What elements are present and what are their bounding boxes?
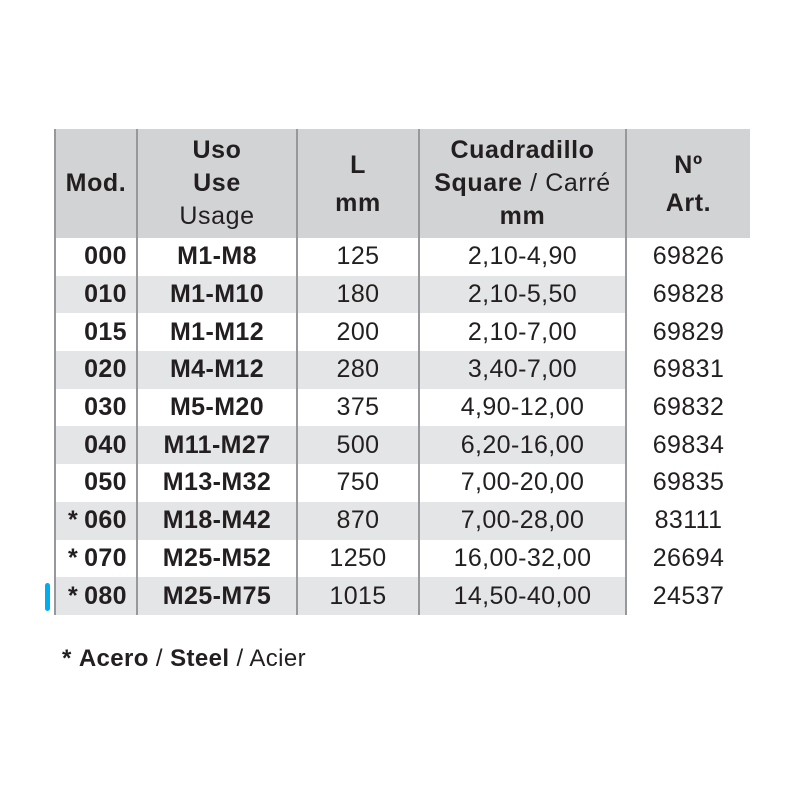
- cell-length: 1250: [298, 540, 420, 578]
- table-header-row: [56, 129, 750, 238]
- table-row: [56, 502, 750, 540]
- cell-length: 500: [298, 426, 420, 464]
- footnote-steel-fr: Acier: [249, 645, 307, 672]
- table-row: [56, 238, 750, 276]
- steel-asterisk: *: [67, 581, 79, 610]
- cell-mod: * 070: [56, 540, 138, 578]
- cell-mod: 015: [56, 313, 138, 351]
- cell-square: 14,50-40,00: [420, 577, 627, 615]
- table-row: [56, 276, 750, 314]
- cell-mod: 000: [56, 238, 138, 276]
- header-uso-es: Uso: [192, 136, 242, 164]
- cell-art-no: 69826: [627, 238, 750, 276]
- cell-uso: M4-M12: [138, 351, 298, 389]
- cell-length: 870: [298, 502, 420, 540]
- cell-square: 7,00-20,00: [420, 464, 627, 502]
- cell-art-no: 69828: [627, 276, 750, 314]
- header-square: [420, 129, 627, 238]
- table-row: [56, 464, 750, 502]
- cell-mod: 020: [56, 351, 138, 389]
- header-art-no: [627, 129, 750, 238]
- cell-mod: 040: [56, 426, 138, 464]
- footnote: * Acero / Steel / Acier: [62, 645, 307, 672]
- cell-art-no: 26694: [627, 540, 750, 578]
- header-mod-label: Mod.: [65, 169, 127, 197]
- cell-uso: M1-M12: [138, 313, 298, 351]
- cell-mod: 050: [56, 464, 138, 502]
- table-row: [56, 577, 750, 615]
- cell-uso: M13-M32: [138, 464, 298, 502]
- table-row: [56, 313, 750, 351]
- header-length: [298, 129, 420, 238]
- cell-art-no: 69834: [627, 426, 750, 464]
- cell-square: 16,00-32,00: [420, 540, 627, 578]
- cell-art-no: 69835: [627, 464, 750, 502]
- cell-square: 2,10-5,50: [420, 276, 627, 314]
- cell-mod: * 060: [56, 502, 138, 540]
- cell-square: 2,10-7,00: [420, 313, 627, 351]
- cell-art-no: 83111: [627, 502, 750, 540]
- cell-uso: M25-M52: [138, 540, 298, 578]
- cell-length: 200: [298, 313, 420, 351]
- spec-table: [54, 129, 750, 615]
- cell-uso: M18-M42: [138, 502, 298, 540]
- cell-length: 750: [298, 464, 420, 502]
- cell-art-no: 24537: [627, 577, 750, 615]
- cell-art-no: 69832: [627, 389, 750, 427]
- header-mod: [56, 129, 138, 238]
- header-art-no-line2: Art.: [665, 188, 712, 217]
- table-row: [56, 540, 750, 578]
- cell-square: 6,20-16,00: [420, 426, 627, 464]
- cell-mod: * 080: [56, 577, 138, 615]
- footnote-star: *: [62, 645, 72, 672]
- cell-mod: 030: [56, 389, 138, 427]
- cell-length: 280: [298, 351, 420, 389]
- header-uso-en: Use: [193, 169, 241, 197]
- cell-square: 7,00-28,00: [420, 502, 627, 540]
- cell-art-no: 69831: [627, 351, 750, 389]
- cell-length: 375: [298, 389, 420, 427]
- cell-art-no: 69829: [627, 313, 750, 351]
- cell-uso: M5-M20: [138, 389, 298, 427]
- header-square-es: Cuadradillo: [450, 136, 595, 164]
- cell-uso: M1-M8: [138, 238, 298, 276]
- steel-asterisk: *: [67, 543, 79, 572]
- steel-asterisk: *: [67, 506, 79, 535]
- cell-uso: M11-M27: [138, 426, 298, 464]
- cell-square: 4,90-12,00: [420, 389, 627, 427]
- header-length-label: L: [350, 150, 366, 179]
- header-square-unit: mm: [499, 202, 546, 230]
- header-uso-fr: Usage: [179, 202, 255, 230]
- header-square-en-fr: Square / Carré: [434, 169, 611, 197]
- header-length-unit: mm: [335, 188, 381, 217]
- footnote-steel-en: Steel: [170, 645, 230, 672]
- cell-length: 180: [298, 276, 420, 314]
- table-row: [56, 351, 750, 389]
- cell-length: 125: [298, 238, 420, 276]
- cell-length: 1015: [298, 577, 420, 615]
- cell-square: 3,40-7,00: [420, 351, 627, 389]
- footnote-steel-es: Acero: [78, 645, 149, 672]
- cell-uso: M1-M10: [138, 276, 298, 314]
- header-art-no-line1: Nº: [674, 150, 703, 179]
- table-row: [56, 426, 750, 464]
- cell-square: 2,10-4,90: [420, 238, 627, 276]
- bookmark-marker: [45, 583, 50, 611]
- header-uso: [138, 129, 298, 238]
- cell-uso: M25-M75: [138, 577, 298, 615]
- cell-mod: 010: [56, 276, 138, 314]
- table-row: [56, 389, 750, 427]
